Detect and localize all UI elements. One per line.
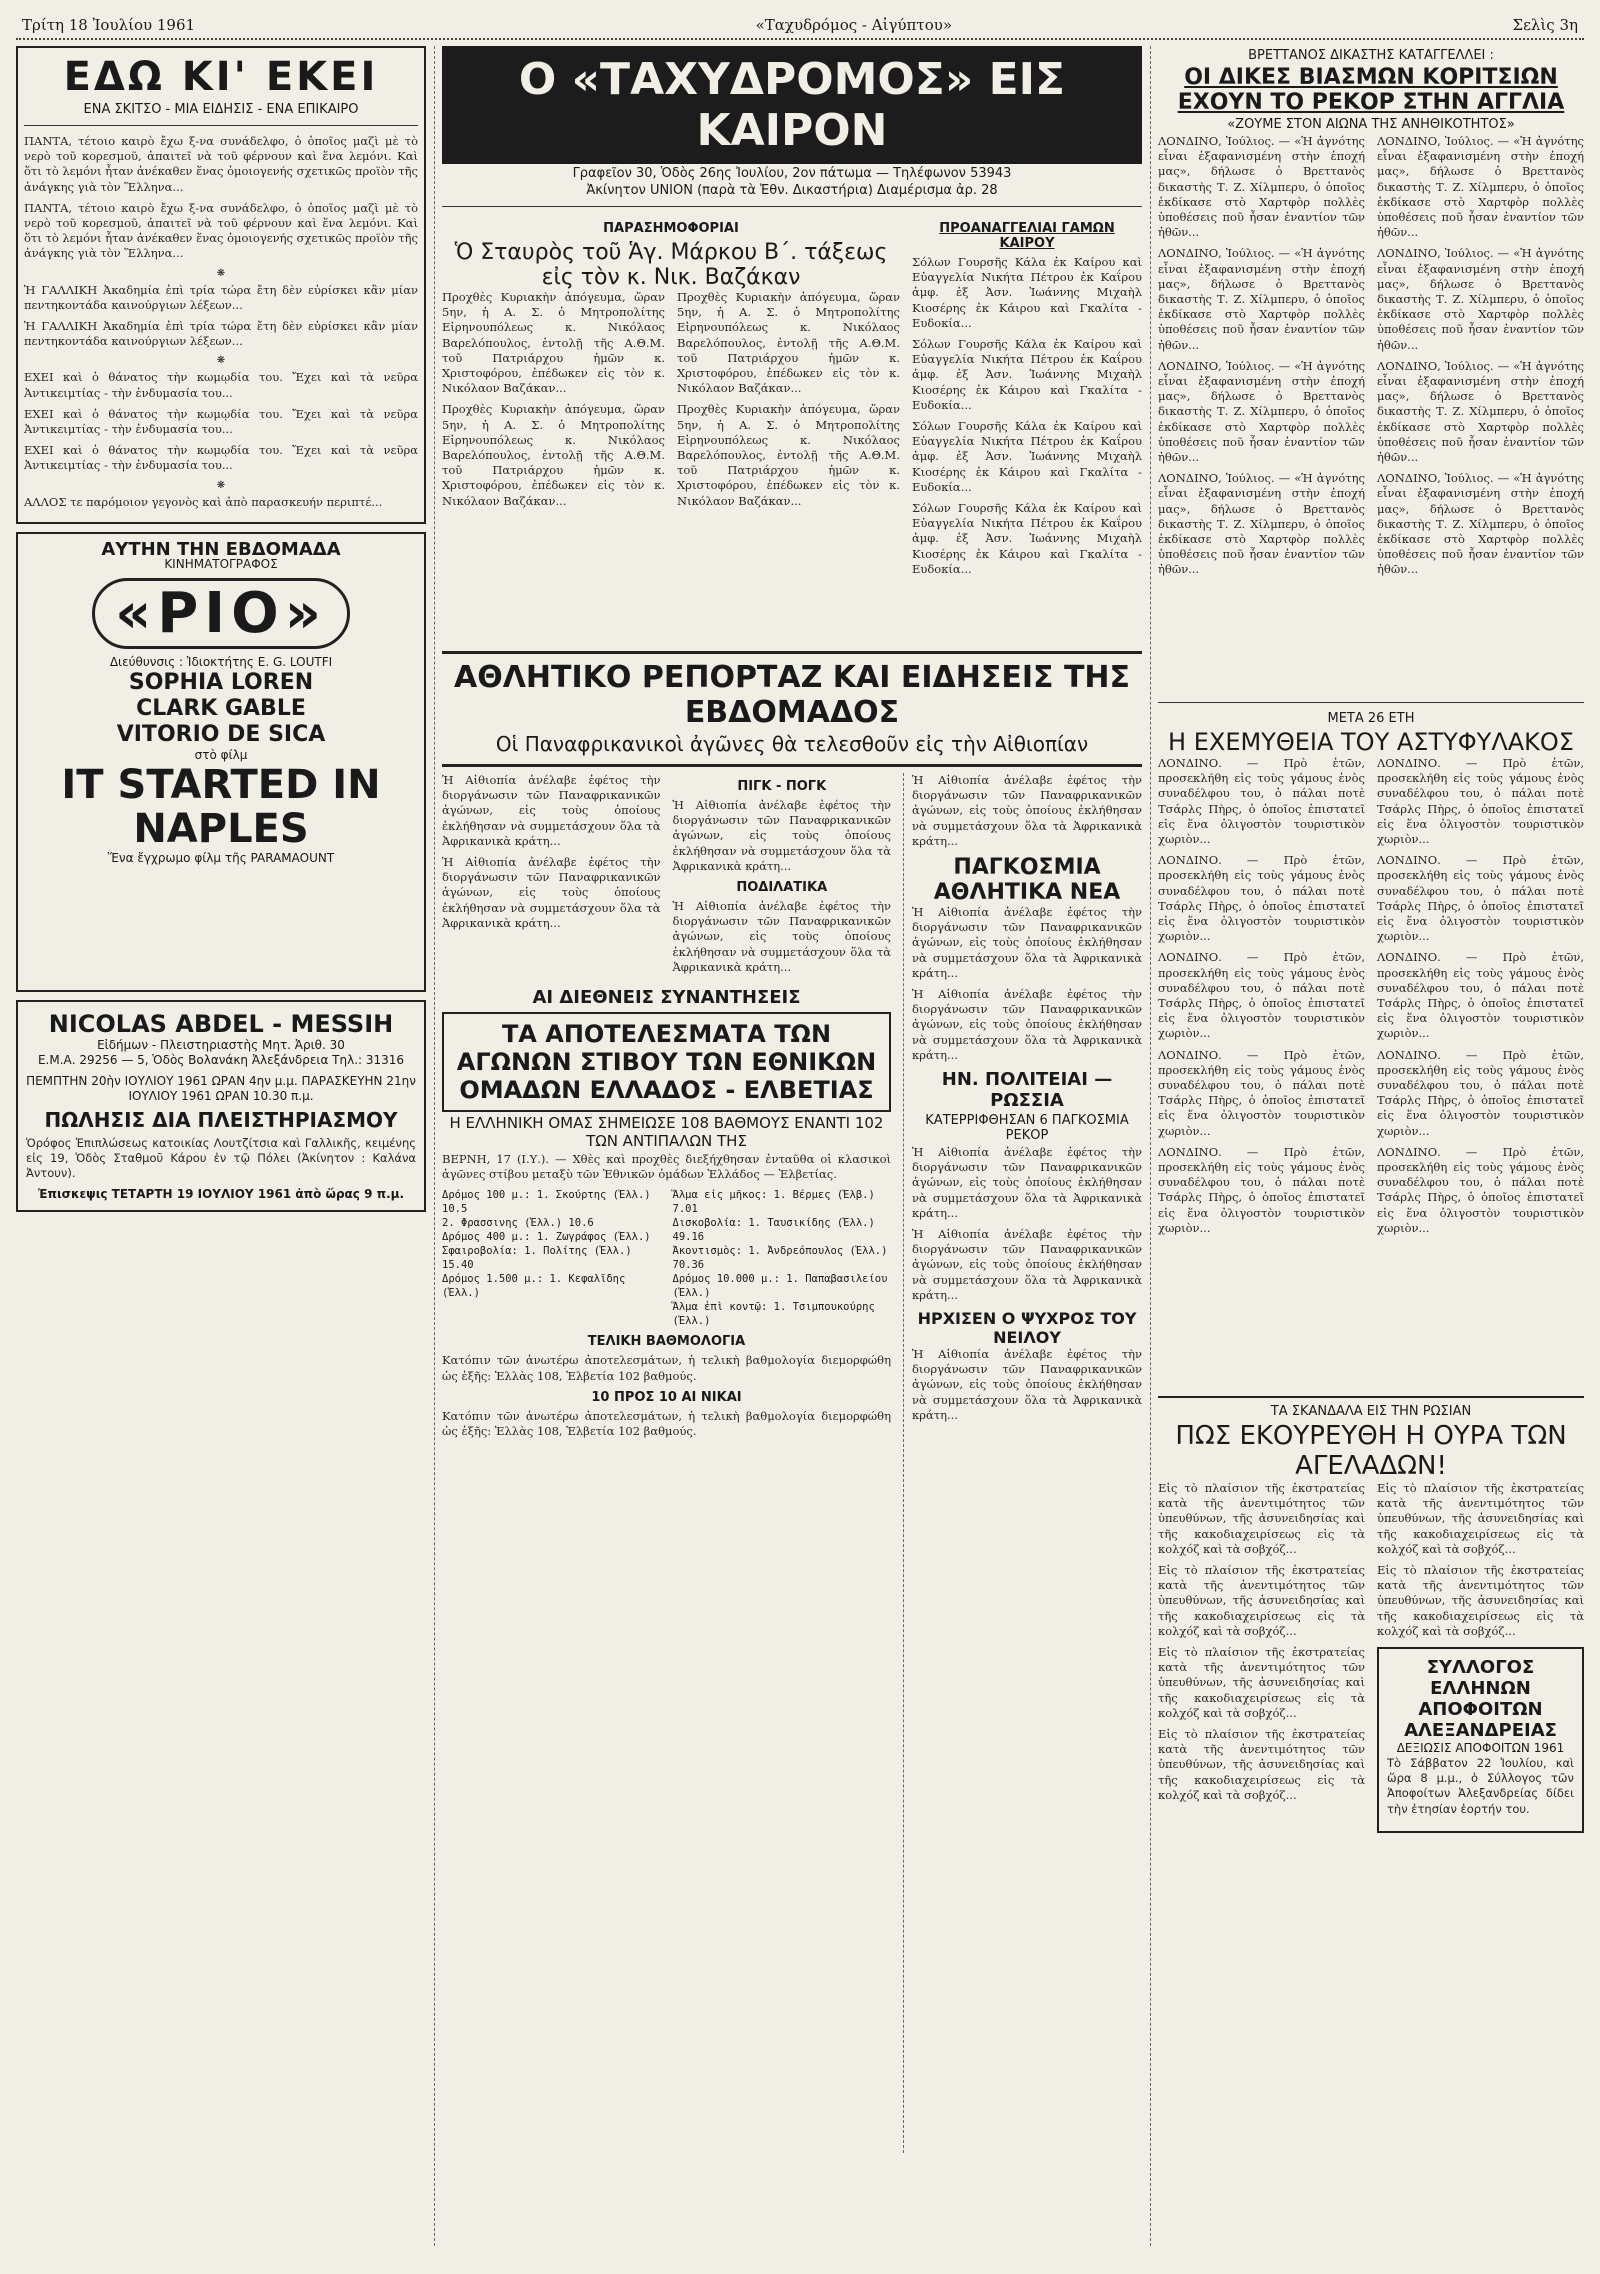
feature-paragraph: ΕΧΕΙ καὶ ὁ θάνατος τὴν κωμῳδία του. Ἔχει καὶ τὰ νεῦρα Ἀντικειμτίας - τὴν ἐνδυμασία του...	[24, 443, 418, 473]
paper-name: «Ταχυδρόμος - Αἰγύπτου»	[750, 16, 958, 34]
story	[912, 215, 1142, 645]
feature-paragraph: Ἡ ΓΑΛΛΙΚΗ Ἀκαδημία ἐπὶ τρία τώρα ἔτη δὲν εὐρίσκει κἂν μίαν πεντηκοντάδα καινούργιων λέξεων...	[24, 319, 418, 349]
story-paragraph: Σόλων Γουρσῆς Κάλα ἐκ Καίρου καὶ Εὐαγγελία Νικήτα Πέτρου ἐκ Καΐρου ἀμφ. ἐξ Ἀσν. Ἰωάννης Μιχαὴλ Κιοσέρης ἐκ Κάιρου καὶ Γκαλίτα - Ευδοκία...	[912, 419, 1142, 494]
story-paragraph: Ἡ Αἰθιοπία ἀνέλαβε ἐφέτος τὴν διοργάνωσιν τῶν Παναφρικανικῶν ἀγώνων, εἰς τοὺς ὁποίους ἐκλήθησαν νὰ συμμετάσχουν ὅλα τὰ Ἀφρικανικὰ κράτη...	[912, 1145, 1142, 1220]
story-paragraph: Ἡ Αἰθιοπία ἀνέλαβε ἐφέτος τὴν διοργάνωσιν τῶν Παναφρικανικῶν ἀγώνων, εἰς τοὺς ὁποίους ἐκλήθησαν νὰ συμμετάσχουν ὅλα τὰ Ἀφρικανικὰ κράτη...	[912, 987, 1142, 1062]
sports-section	[442, 773, 1142, 2153]
result-line: Δρόμος 10.000 μ.: 1. Παπαβασιλείου (Ἑλλ.)	[672, 1273, 888, 1300]
story-paragraph: Εἰς τὸ πλαίσιον τῆς ἐκστρατείας κατὰ τῆς ἀνεντιμότητος τῶν ὑπευθύνων, τῆς ἀσυνειδησίας καὶ τῆς κακοδιαχειρίσεως εἰς τὰ κολχόζ καὶ τὰ σοβχόζ...	[1158, 1563, 1365, 1638]
sports-banner	[442, 651, 1142, 767]
story-kicker: ΠΟΔΙΛΑΤΙΚΑ	[736, 880, 828, 896]
story-paragraph: Ἡ Αἰθιοπία ἀνέλαβε ἐφέτος τὴν διοργάνωσιν τῶν Παναφρικανικῶν ἀγώνων, εἰς τοὺς ὁποίους ἐκλήθησαν νὰ συμμετάσχουν ὅλα τὰ Ἀφρικανικὰ κράτη...	[442, 855, 661, 930]
office-address: Γραφεῖον 30, Ὁδὸς 26ης Ἰουλίου, 2ον πάτωμα — Τηλέφωνον 53943	[572, 166, 1012, 181]
story-subhead: «ΖΟΥΜΕ ΣΤΟΝ ΑΙΩΝΑ ΤΗΣ ΑΝΗΘΙΚΟΤΗΤΟΣ»	[1227, 117, 1515, 132]
alumni-ad	[1377, 1647, 1584, 1833]
story-paragraph: Ἡ Αἰθιοπία ἀνέλαβε ἐφέτος τὴν διοργάνωσιν τῶν Παναφρικανικῶν ἀγώνων, εἰς τοὺς ὁποίους ἐκλήθησαν νὰ συμμετάσχουν ὅλα τὰ Ἀφρικανικὰ κράτη...	[912, 1347, 1142, 1422]
feature-title: ΕΔΩ ΚΙ' ΕΚΕΙ	[63, 54, 379, 100]
feature-subtitle: ΕΝΑ ΣΚΙΤΣΟ - ΜΙΑ ΕΙΔΗΣΙΣ - ΕΝΑ ΕΠΙΚΑΙΡΟ	[83, 102, 359, 117]
newspaper-page	[16, 12, 1584, 2262]
story-paragraph: Εἰς τὸ πλαίσιον τῆς ἐκστρατείας κατὰ τῆς ἀνεντιμότητος τῶν ὑπευθύνων, τῆς ἀσυνειδησίας καὶ τῆς κακοδιαχειρίσεως εἰς τὰ κολχόζ καὶ τὰ σοβχόζ...	[1158, 1645, 1365, 1720]
star-name: CLARK GABLE	[136, 695, 306, 721]
auctioneer-name: NICOLAS ABDEL - MESSIH	[48, 1009, 394, 1038]
story-paragraph: ΛΟΝΔΙΝΟ. — Πρὸ ἐτῶν, προσεκλήθη εἰς τοὺς γάμους ἑνὸς συναδέλφου του, ὁ πάλαι ποτὲ Τσάρλς Πὴρς, ὁ ὁποῖος ἐπιστατεῖ εἰς ἕνα ὀλιγοστὸν τουριστικὸν χωριὸν...	[1377, 1144, 1584, 1235]
story-headline: ΠΩΣ ΕΚΟΥΡΕΥΘΗ Η ΟΥΡΑ ΤΩΝ ΑΓΕΛΑΔΩΝ!	[1175, 1421, 1567, 1481]
story	[442, 215, 900, 645]
story-paragraph: ΛΟΝΔΙΝΟ, Ἰούλιος. — «Ἡ ἀγνότης εἶναι ἐξαφανισμένη στὴν ἐποχή μας», δήλωσε ὁ Βρεττανὸς δικαστὴς Τ. Ζ. Χίλμπερυ, ὁ ὁποῖος ἐκδίκασε στὸ Χαρτφὸρ πολλὲς ὑποθέσεις ποῦ ἦσαν ἐναντίον τῶν ἠθῶν...	[1158, 134, 1365, 240]
issue-date: Τρίτη 18 Ἰουλίου 1961	[16, 16, 201, 34]
story-kicker: ΑΙ ΔΙΕΘΝΕΙΣ ΣΥΝΑΝΤΗΣΕΙΣ	[532, 987, 801, 1009]
ad-line: Ἕνα ἔγχρωμο φίλμ τῆς PARAMAOUNT	[107, 850, 335, 865]
divider	[1158, 702, 1584, 703]
result-line: Σφαιροβολία: 1. Πολίτης (Ἑλλ.) 15.40	[442, 1245, 632, 1272]
story-paragraph: ΛΟΝΔΙΝΟ, Ἰούλιος. — «Ἡ ἀγνότης εἶναι ἐξαφανισμένη στὴν ἐποχή μας», δήλωσε ὁ Βρεττανὸς δικαστὴς Τ. Ζ. Χίλμπερυ, ὁ ὁποῖος ἐκδίκασε στὸ Χαρτφὸρ πολλὲς ὑποθέσεις ποῦ ἦσαν ἐναντίον τῶν ἠθῶν...	[1158, 246, 1365, 352]
story-paragraph: Προχθὲς Κυριακὴν ἀπόγευμα, ὥραν 5ην, ἡ Α. Σ. ὁ Μητροπολίτης Εἰρηνουπόλεως κ. Νικόλαος Βαρελόπουλος, ἐντολῇ τῆς Α.Θ.Μ. τοῦ Πατριάρχου ἡμῶν κ. Χριστοφόρου, ἐπέδωκεν εἰς τὸν κ. Νικόλαον Βαζάκαν...	[442, 290, 665, 396]
story-paragraph: Εἰς τὸ πλαίσιον τῆς ἐκστρατείας κατὰ τῆς ἀνεντιμότητος τῶν ὑπευθύνων, τῆς ἀσυνειδησίας καὶ τῆς κακοδιαχειρίσεως εἰς τὰ κολχόζ καὶ τὰ σοβχόζ...	[1377, 1481, 1584, 1556]
ad-line: Διεύθυνσις : Ἰδιοκτήτης E. G. LOUTFI	[109, 654, 333, 669]
story-paragraph: ΛΟΝΔΙΝΟ. — Πρὸ ἐτῶν, προσεκλήθη εἰς τοὺς γάμους ἑνὸς συναδέλφου του, ὁ πάλαι ποτὲ Τσάρλς Πὴρς, ὁ ὁποῖος ἐπιστατεῖ εἰς ἕνα ὀλιγοστὸν τουριστικὸν χωριὸν...	[1377, 950, 1584, 1041]
ad-line: Εἰδήμων - Πλειστηριαστὴς Μητ. Ἀριθ. 30	[97, 1037, 345, 1052]
alumni-title: ΣΥΛΛΟΓΟΣ ΕΛΛΗΝΩΝ ΑΠΟΦΟΙΤΩΝ ΑΛΕΞΑΝΔΡΕΙΑΣ	[1404, 1657, 1557, 1742]
cinema-ad	[16, 532, 426, 992]
russia-story	[1158, 1396, 1584, 1833]
story-paragraph: Ἡ Αἰθιοπία ἀνέλαβε ἐφέτος τὴν διοργάνωσιν τῶν Παναφρικανικῶν ἀγώνων, εἰς τοὺς ὁποίους ἐκλήθησαν νὰ συμμετάσχουν ὅλα τὰ Ἀφρικανικὰ κράτη...	[672, 798, 891, 873]
result-line: Δισκοβολία: 1. Ταυσικίδης (Ἑλλ.) 49.16	[672, 1217, 875, 1244]
auction-title: ΠΩΛΗΣΙΣ ΔΙΑ ΠΛΕΙΣΤΗΡΙΑΣΜΟΥ	[44, 1107, 398, 1132]
story-paragraph: Ἡ Αἰθιοπία ἀνέλαβε ἐφέτος τὴν διοργάνωσιν τῶν Παναφρικανικῶν ἀγώνων, εἰς τοὺς ὁποίους ἐκλήθησαν νὰ συμμετάσχουν ὅλα τὰ Ἀφρικανικὰ κράτη...	[672, 899, 891, 974]
separator-ornament: ❋	[216, 267, 226, 279]
story-paragraph: Προχθὲς Κυριακὴν ἀπόγευμα, ὥραν 5ην, ἡ Α. Σ. ὁ Μητροπολίτης Εἰρηνουπόλεως κ. Νικόλαος Βαρελόπουλος, ἐντολῇ τῆς Α.Θ.Μ. τοῦ Πατριάρχου ἡμῶν κ. Χριστοφόρου, ἐπέδωκεν εἰς τὸν κ. Νικόλαον Βαζάκαν...	[677, 402, 900, 508]
story-paragraph: ΛΟΝΔΙΝΟ. — Πρὸ ἐτῶν, προσεκλήθη εἰς τοὺς γάμους ἑνὸς συναδέλφου του, ὁ πάλαι ποτὲ Τσάρλς Πὴρς, ὁ ὁποῖος ἐπιστατεῖ εἰς ἕνα ὀλιγοστὸν τουριστικὸν χωριὸν...	[1377, 853, 1584, 944]
divider	[24, 125, 418, 126]
story-headline: Η ΕΧΕΜΥΘΕΙΑ ΤΟΥ ΑΣΤΥΦΥΛΑΚΟΣ	[1168, 728, 1574, 756]
story-paragraph: ΛΟΝΔΙΝΟ, Ἰούλιος. — «Ἡ ἀγνότης εἶναι ἐξαφανισμένη στὴν ἐποχή μας», δήλωσε ὁ Βρεττανὸς δικαστὴς Τ. Ζ. Χίλμπερυ, ὁ ὁποῖος ἐκδίκασε στὸ Χαρτφὸρ πολλὲς ὑποθέσεις ποῦ ἦσαν ἐναντίον τῶν ἠθῶν...	[1377, 471, 1584, 577]
story-body	[1158, 134, 1584, 694]
sports-main	[442, 773, 891, 2153]
result-line: Δρόμος 400 μ.: 1. Ζωγράφος (Ἑλλ.)	[442, 1231, 651, 1244]
top-stories	[442, 215, 1142, 645]
column-left	[16, 46, 426, 2262]
star-name: VITORIO DE SICA	[116, 721, 326, 747]
story-paragraph: Σόλων Γουρσῆς Κάλα ἐκ Καίρου καὶ Εὐαγγελία Νικήτα Πέτρου ἐκ Καΐρου ἀμφ. ἐξ Ἀσν. Ἰωάννης Μιχαὴλ Κιοσέρης ἐκ Κάιρου καὶ Γκαλίτα - Ευδοκία...	[912, 501, 1142, 576]
feature-paragraph: ΕΧΕΙ καὶ ὁ θάνατος τὴν κωμῳδία του. Ἔχει καὶ τὰ νεῦρα Ἀντικειμτίας - τὴν ἐνδυμασία του...	[24, 406, 418, 437]
story-body	[1158, 756, 1584, 1396]
story-paragraph: Ἡ Αἰθιοπία ἀνέλαβε ἐφέτος τὴν διοργάνωσιν τῶν Παναφρικανικῶν ἀγώνων, εἰς τοὺς ὁποίους ἐκλήθησαν νὰ συμμετάσχουν ὅλα τὰ Ἀφρικανικὰ κράτη...	[912, 773, 1142, 848]
story-paragraph: Εἰς τὸ πλαίσιον τῆς ἐκστρατείας κατὰ τῆς ἀνεντιμότητος τῶν ὑπευθύνων, τῆς ἀσυνειδησίας καὶ τῆς κακοδιαχειρίσεως εἰς τὰ κολχόζ καὶ τὰ σοβχόζ...	[1377, 1563, 1584, 1638]
story-kicker: ΤΑ ΣΚΑΝΔΑΛΑ ΕΙΣ ΤΗΝ ΡΩΣΙΑΝ	[1270, 1404, 1472, 1419]
auction-text: Ὁρόφος Ἐπιπλώσεως κατοικίας Λουτζίτσια καὶ Γαλλικῆς, κειμένης εἰς 19, Ὁδὸς Σταθμοῦ Κάρου ἐν τῷ Πόλει (Ἀκίνητον : Καλάνα Ἀντουν).	[26, 1135, 416, 1181]
story-paragraph: ΛΟΝΔΙΝΟ, Ἰούλιος. — «Ἡ ἀγνότης εἶναι ἐξαφανισμένη στὴν ἐποχή μας», δήλωσε ὁ Βρεττανὸς δικαστὴς Τ. Ζ. Χίλμπερυ, ὁ ὁποῖος ἐκδίκασε στὸ Χαρτφὸρ πολλὲς ὑποθέσεις ποῦ ἦσαν ἐναντίον τῶν ἠθῶν...	[1158, 358, 1365, 465]
section-title: Ο «ΤΑΧΥΔΡΟΜΟΣ» ΕΙΣ ΚΑΙΡΟΝ	[518, 54, 1066, 156]
section-banner	[442, 46, 1142, 164]
story-paragraph: Προχθὲς Κυριακὴν ἀπόγευμα, ὥραν 5ην, ἡ Α. Σ. ὁ Μητροπολίτης Εἰρηνουπόλεως κ. Νικόλαος Βαρελόπουλος, ἐντολῇ τῆς Α.Θ.Μ. τοῦ Πατριάρχου ἡμῶν κ. Χριστοφόρου, ἐπέδωκεν εἰς τὸν κ. Νικόλαον Βαζάκαν...	[442, 402, 665, 508]
story-paragraph: ΛΟΝΔΙΝΟ, Ἰούλιος. — «Ἡ ἀγνότης εἶναι ἐξαφανισμένη στὴν ἐποχή μας», δήλωσε ὁ Βρεττανὸς δικαστὴς Τ. Ζ. Χίλμπερυ, ὁ ὁποῖος ἐκδίκασε στὸ Χαρτφὸρ πολλὲς ὑποθέσεις ποῦ ἦσαν ἐναντίον τῶν ἠθῶν...	[1377, 358, 1584, 465]
story-paragraph: ΛΟΝΔΙΝΟ. — Πρὸ ἐτῶν, προσεκλήθη εἰς τοὺς γάμους ἑνὸς συναδέλφου του, ὁ πάλαι ποτὲ Τσάρλς Πὴρς, ὁ ὁποῖος ἐπιστατεῖ εἰς ἕνα ὀλιγοστὸν τουριστικὸν χωριὸν...	[1377, 1047, 1584, 1138]
separator-ornament: ❋	[216, 355, 226, 367]
column-center	[442, 46, 1142, 2262]
masthead	[16, 12, 1584, 40]
story-paragraph: Εἰς τὸ πλαίσιον τῆς ἐκστρατείας κατὰ τῆς ἀνεντιμότητος τῶν ὑπευθύνων, τῆς ἀσυνειδησίας καὶ τῆς κακοδιαχειρίσεως εἰς τὰ κολχόζ καὶ τὰ σοβχόζ...	[1158, 1727, 1365, 1802]
movie-title: IT STARTED IN NAPLES	[61, 761, 381, 852]
results-list	[442, 1188, 661, 1328]
alumni-subtitle: ΔΕΞΙΩΣΙΣ ΑΠΟΦΟΙΤΩΝ 1961	[1396, 1741, 1565, 1756]
result-line: Ἅλμα εἰς μῆκος: 1. Βέρμες (Ἑλβ.) 7.01	[672, 1189, 875, 1216]
story-kicker: ΜΕΤΑ 26 ΕΤΗ	[1327, 711, 1415, 726]
separator-ornament: ❋	[216, 479, 226, 491]
story-paragraph: ΛΟΝΔΙΝΟ. — Πρὸ ἐτῶν, προσεκλήθη εἰς τοὺς γάμους ἑνὸς συναδέλφου του, ὁ πάλαι ποτὲ Τσάρλς Πὴρς, ὁ ὁποῖος ἐπιστατεῖ εἰς ἕνα ὀλιγοστὸν τουριστικὸν χωριὸν...	[1158, 950, 1365, 1041]
story-body	[442, 773, 891, 981]
auction-ad	[16, 1000, 426, 1213]
result-line: Ἅλμα ἐπὶ κοντῷ: 1. Τσιμπουκούρης (Ἑλλ.)	[672, 1301, 875, 1328]
story-paragraph: Σόλων Γουρσῆς Κάλα ἐκ Καίρου καὶ Εὐαγγελία Νικήτα Πέτρου ἐκ Καΐρου ἀμφ. ἐξ Ἀσν. Ἰωάννης Μιχαὴλ Κιοσέρης ἐκ Κάιρου καὶ Γκαλίτα - Ευδοκία...	[912, 255, 1142, 330]
ad-line: ΚΙΝΗΜΑΤΟΓΡΑΦΟΣ	[164, 556, 278, 571]
star-name: SOPHIA LOREN	[128, 669, 314, 695]
story-paragraph: Σόλων Γουρσῆς Κάλα ἐκ Καίρου καὶ Εὐαγγελία Νικήτα Πέτρου ἐκ Καΐρου ἀμφ. ἐξ Ἀσν. Ἰωάννης Μιχαὴλ Κιοσέρης ἐκ Κάιρου καὶ Γκαλίτα - Ευδοκία...	[912, 337, 1142, 412]
feature-paragraph: ΕΧΕΙ καὶ ὁ θάνατος τὴν κωμῳδία του. Ἔχει καὶ τὰ νεῦρα Ἀντικειμτίας - τὴν ἐνδυμασία του...	[24, 370, 418, 400]
alumni-text: Τὸ Σάββατον 22 Ἰουλίου, καὶ ὥρα 8 μ.μ., ὁ Σύλλογος τῶν Ἀποφοίτων Ἀλεξανδρείας δίδει τὴν ἐτησίαν ἑορτήν του.	[1387, 1756, 1574, 1816]
result-line: Δρόμος 100 μ.: 1. Σκούρτης (Ἑλλ.) 10.5	[442, 1189, 651, 1216]
story-kicker: 10 ΠΡΟΣ 10 ΑΙ ΝΙΚΑΙ	[591, 1389, 742, 1405]
story-subhead: ΚΑΤΕΡΡΙΦΘΗΣΑΝ 6 ΠΑΓΚΟΣΜΙΑ ΡΕΚΟΡ	[925, 1113, 1129, 1144]
feature-paragraph: Ἡ ΓΑΛΛΙΚΗ Ἀκαδημία ἐπὶ τρία τώρα ἔτη δὲν εὐρίσκει κἂν μίαν πεντηκοντάδα καινούργιων λέξεων...	[24, 282, 418, 312]
results-columns	[442, 1188, 891, 1328]
column-rule	[1150, 46, 1151, 2246]
story-headline: ΠΡΟΑΝΑΓΓΕΛΙΑΙ ΓΑΜΩΝ ΚΑΙΡΟΥ	[939, 221, 1115, 251]
story-paragraph: Ἡ Αἰθιοπία ἀνέλαβε ἐφέτος τὴν διοργάνωσιν τῶν Παναφρικανικῶν ἀγώνων, εἰς τοὺς ὁποίους ἐκλήθησαν νὰ συμμετάσχουν ὅλα τὰ Ἀφρικανικὰ κράτη...	[442, 773, 661, 848]
story-paragraph: ΒΕΡΝΗ, 17 (Ι.Υ.). — Χθὲς καὶ προχθὲς διεξήχθησαν ἐνταῦθα οἱ κλασικοὶ ἀγῶνες στίβου μεταξὺ τῶν Ἐθνικῶν ὁμάδων Ἑλλάδος — Ἑλβετίας.	[442, 1152, 891, 1182]
story-headline: ΟΙ ΔΙΚΕΣ ΒΙΑΣΜΩΝ ΚΟΡΙΤΣΙΩΝ ΕΧΟΥΝ ΤΟ ΡΕΚΟΡ ΣΤΗΝ ΑΓΓΛΙΑ	[1177, 65, 1565, 115]
story-headline: ΗΡΧΙΣΕΝ Ο ΨΥΧΡΟΣ ΤΟΥ ΝΕΙΛΟΥ	[917, 1309, 1137, 1348]
story-paragraph: ΛΟΝΔΙΝΟ, Ἰούλιος. — «Ἡ ἀγνότης εἶναι ἐξαφανισμένη στὴν ἐποχή μας», δήλωσε ὁ Βρεττανὸς δικαστὴς Τ. Ζ. Χίλμπερυ, ὁ ὁποῖος ἐκδίκασε στὸ Χαρτφὸρ πολλὲς ὑποθέσεις ποῦ ἦσαν ἐναντίον τῶν ἠθῶν...	[1158, 471, 1365, 577]
results-headline-box	[442, 1012, 891, 1112]
sports-title: ΑΘΛΗΤΙΚΟ ΡΕΠΟΡΤΑΖ ΚΑΙ ΕΙΔΗΣΕΙΣ ΤΗΣ ΕΒΔΟΜΑΔΟΣ	[453, 660, 1131, 730]
page-number: Σελὶς 3η	[1507, 16, 1584, 34]
office-address: Ἀκίνητον UNION (παρὰ τὰ Ἐθν. Δικαστήρια) Διαμέρισμα ἀρ. 28	[586, 183, 998, 198]
story-paragraph: Ἡ Αἰθιοπία ἀνέλαβε ἐφέτος τὴν διοργάνωσιν τῶν Παναφρικανικῶν ἀγώνων, εἰς τοὺς ὁποίους ἐκλήθησαν νὰ συμμετάσχουν ὅλα τὰ Ἀφρικανικὰ κράτη...	[912, 1227, 1142, 1302]
story-paragraph: ΛΟΝΔΙΝΟ. — Πρὸ ἐτῶν, προσεκλήθη εἰς τοὺς γάμους ἑνὸς συναδέλφου του, ὁ πάλαι ποτὲ Τσάρλς Πὴρς, ὁ ὁποῖος ἐπιστατεῖ εἰς ἕνα ὀλιγοστὸν τουριστικὸν χωριὸν...	[1158, 1047, 1365, 1138]
story-kicker: ΒΡΕΤΤΑΝΟΣ ΔΙΚΑΣΤΗΣ ΚΑΤΑΓΓΕΛΛΕΙ :	[1248, 48, 1494, 63]
story-paragraph: ΛΟΝΔΙΝΟ. — Πρὸ ἐτῶν, προσεκλήθη εἰς τοὺς γάμους ἑνὸς συναδέλφου του, ὁ πάλαι ποτὲ Τσάρλς Πὴρς, ὁ ὁποῖος ἐπιστατεῖ εἰς ἕνα ὀλιγοστὸν τουριστικὸν χωριὸν...	[1158, 853, 1365, 944]
feature-paragraph: ΑΛΛΟΣ τε παρόμοιον γεγονὸς καὶ ἀπὸ παρασκευήν περιπτέ...	[24, 494, 383, 509]
auction-dates: ΠΕΜΠΤΗΝ 20ὴν ΙΟΥΛΙΟΥ 1961 ΩΡΑΝ 4ην μ.μ. ΠΑΡΑΣΚΕΥΗΝ 21ην ΙΟΥΛΙΟΥ 1961 ΩΡΑΝ 10.30 π.μ.	[26, 1073, 416, 1103]
story-headline: Ὁ Σταυρὸς τοῦ Ἁγ. Μάρκου Β΄. τάξεως εἰς τὸν κ. Νικ. Βαζάκαν	[454, 240, 888, 290]
story-headline: ΤΑ ΑΠΟΤΕΛΕΣΜΑΤΑ ΤΩΝ ΑΓΩΝΩΝ ΣΤΙΒΟΥ ΤΩΝ ΕΘΝΙΚΩΝ ΟΜΑΔΩΝ ΕΛΛΑΔΟΣ - ΕΛΒΕΤΙΑΣ	[456, 1020, 877, 1105]
result-line: Δρόμος 1.500 μ.: 1. Κεφαλῖδης (Ἑλλ.)	[442, 1273, 626, 1300]
story-paragraph: ΛΟΝΔΙΝΟ. — Πρὸ ἐτῶν, προσεκλήθη εἰς τοὺς γάμους ἑνὸς συναδέλφου του, ὁ πάλαι ποτὲ Τσάρλς Πὴρς, ὁ ὁποῖος ἐπιστατεῖ εἰς ἕνα ὀλιγοστὸν τουριστικὸν χωριὸν...	[1377, 756, 1584, 847]
story-paragraph: Κατόπιν τῶν ἀνωτέρω ἀποτελεσμάτων, ἡ τελικὴ βαθμολογία διεμορφώθη ὡς ἑξῆς: Ἑλλὰς 108, Ἑλβετία 102 βαθμούς.	[442, 1353, 891, 1383]
feature-box	[16, 46, 426, 524]
ad-line: ΑΥΤΗΝ ΤΗΝ ΕΒΔΟΜΑΔΑ	[101, 538, 341, 560]
story-headline: ΠΑΓΚΟΣΜΙΑ ΑΘΛΗΤΙΚΑ ΝΕΑ	[933, 855, 1121, 906]
results-list	[673, 1188, 892, 1328]
story-subhead: Η ΕΛΛΗΝΙΚΗ ΟΜΑΣ ΣΗΜΕΙΩΣΕ 108 ΒΑΘΜΟΥΣ ΕΝΑΝΤΙ 102 ΤΩΝ ΑΝΤΙΠΑΛΩΝ ΤΗΣ	[449, 1114, 884, 1151]
story-kicker: ΠΙΓΚ - ΠΟΓΚ	[737, 779, 827, 794]
story-kicker: ΤΕΛΙΚΗ ΒΑΘΜΟΛΟΓΙΑ	[587, 1334, 746, 1350]
story-kicker: ΠΑΡΑΣΗΜΟΦΟΡΙΑΙ	[603, 221, 739, 236]
ad-line: στὸ φίλμ	[194, 747, 248, 762]
sports-side	[903, 773, 1142, 2153]
result-line: Ἀκοντισμὸς: 1. Ἀνδρεόπουλος (Ἑλλ.) 70.36	[672, 1245, 888, 1272]
ad-line: Ε.Μ.Α. 29256 — 5, Ὁδὸς Βολανάκη Ἀλεξάνδρεια Τηλ.: 31316	[37, 1052, 405, 1067]
divider	[442, 206, 1142, 207]
story-paragraph: Κατόπιν τῶν ἀνωτέρω ἀποτελεσμάτων, ἡ τελικὴ βαθμολογία διεμορφώθη ὡς ἑξῆς: Ἑλλὰς 108, Ἑλβετία 102 βαθμούς.	[442, 1408, 891, 1439]
feature-paragraph: ΠΑΝΤΑ, τέτοιο καιρὸ ἔχω ξ-να συνάδελφο, ὁ ὁποῖος μαζὶ μὲ τὸ νερὸ τοῦ κορεσμοῦ, ἀπαιτεῖ νὰ τοῦ φέρνουν καὶ ἕνα λεμόνι. Καὶ ὅτι τὸ λεμόνι ἦταν ἀνέκαθεν ἕνας ὁμοιογενής σχετικῶς προϊὸν τῆς ἀνάγκης γιὰ τὸν Ἕλληνα...	[24, 134, 418, 194]
story-paragraph: Προχθὲς Κυριακὴν ἀπόγευμα, ὥραν 5ην, ἡ Α. Σ. ὁ Μητροπολίτης Εἰρηνουπόλεως κ. Νικόλαος Βαρελόπουλος, ἐντολῇ τῆς Α.Θ.Μ. τοῦ Πατριάρχου ἡμῶν κ. Χριστοφόρου, ἐπέδωκεν εἰς τὸν κ. Νικόλαον Βαζάκαν...	[677, 290, 900, 396]
story-paragraph: ΛΟΝΔΙΝΟ. — Πρὸ ἐτῶν, προσεκλήθη εἰς τοὺς γάμους ἑνὸς συναδέλφου του, ὁ πάλαι ποτὲ Τσάρλς Πὴρς, ὁ ὁποῖος ἐπιστατεῖ εἰς ἕνα ὀλιγοστὸν τουριστικὸν χωριὸν...	[1158, 756, 1365, 847]
cinema-name: «ΡΙΟ»	[92, 578, 350, 649]
story-body	[442, 290, 900, 515]
story-headline: ΗΝ. ΠΟΛΙΤΕΙΑΙ — ΡΩΣΣΙΑ	[941, 1069, 1113, 1112]
story-paragraph: ΛΟΝΔΙΝΟ, Ἰούλιος. — «Ἡ ἀγνότης εἶναι ἐξαφανισμένη στὴν ἐποχή μας», δήλωσε ὁ Βρεττανὸς δικαστὴς Τ. Ζ. Χίλμπερυ, ὁ ὁποῖος ἐκδίκασε στὸ Χαρτφὸρ πολλὲς ὑποθέσεις ποῦ ἦσαν ἐναντίον τῶν ἠθῶν...	[1377, 246, 1584, 352]
sports-subtitle: Οἱ Παναφρικανικοὶ ἀγῶνες θὰ τελεσθοῦν εἰς τὴν Αἰθιοπίαν	[495, 732, 1089, 756]
story-paragraph: Εἰς τὸ πλαίσιον τῆς ἐκστρατείας κατὰ τῆς ἀνεντιμότητος τῶν ὑπευθύνων, τῆς ἀσυνειδησίας καὶ τῆς κακοδιαχειρίσεως εἰς τὰ κολχόζ καὶ τὰ σοβχόζ...	[1158, 1481, 1365, 1556]
column-right	[1158, 46, 1584, 2262]
story-paragraph: ΛΟΝΔΙΝΟ. — Πρὸ ἐτῶν, προσεκλήθη εἰς τοὺς γάμους ἑνὸς συναδέλφου του, ὁ πάλαι ποτὲ Τσάρλς Πὴρς, ὁ ὁποῖος ἐπιστατεῖ εἰς ἕνα ὀλιγοστὸν τουριστικὸν χωριὸν...	[1158, 1144, 1365, 1235]
feature-paragraph: ΠΑΝΤΑ, τέτοιο καιρὸ ἔχω ξ-να συνάδελφο, ὁ ὁποῖος μαζὶ μὲ τὸ νερὸ τοῦ κορεσμοῦ, ἀπαιτεῖ νὰ τοῦ φέρνουν καὶ ἕνα λεμόνι. Καὶ ὅτι τὸ λεμόνι ἦταν ἀνέκαθεν ἕνας ὁμοιογενής σχετικῶς προϊὸν τῆς ἀνάγκης γιὰ τὸν Ἕλληνα...	[24, 200, 418, 261]
story-paragraph: Ἡ Αἰθιοπία ἀνέλαβε ἐφέτος τὴν διοργάνωσιν τῶν Παναφρικανικῶν ἀγώνων, εἰς τοὺς ὁποίους ἐκλήθησαν νὰ συμμετάσχουν ὅλα τὰ Ἀφρικανικὰ κράτη...	[912, 905, 1142, 980]
auction-footer: Ἐπισκεψις ΤΕΤΑΡΤΗ 19 ΙΟΥΛΙΟΥ 1961 ἀπὸ ὥρας 9 π.μ.	[37, 1187, 405, 1202]
story-paragraph: ΛΟΝΔΙΝΟ, Ἰούλιος. — «Ἡ ἀγνότης εἶναι ἐξαφανισμένη στὴν ἐποχή μας», δήλωσε ὁ Βρεττανὸς δικαστὴς Τ. Ζ. Χίλμπερυ, ὁ ὁποῖος ἐκδίκασε στὸ Χαρτφὸρ πολλὲς ὑποθέσεις ποῦ ἦσαν ἐναντίον τῶν ἠθῶν...	[1377, 134, 1584, 240]
result-line: 2. Φρασσινης (Ἑλλ.) 10.6	[442, 1217, 594, 1230]
column-rule	[434, 46, 435, 2246]
story-body	[1158, 1481, 1584, 1833]
